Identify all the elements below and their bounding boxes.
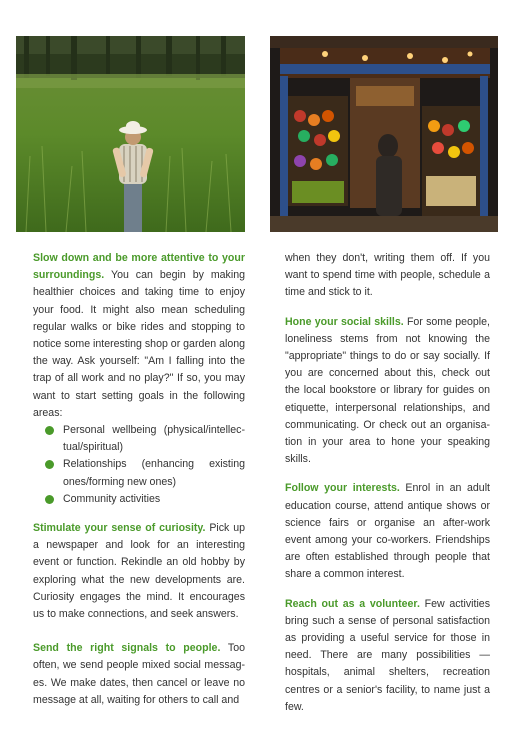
list-item bbox=[45, 456, 245, 490]
paragraph-social-skills bbox=[285, 314, 490, 469]
body-slow-down: You can begin by making healthier choices and taking time to enjoy your food. It might also mean scheduling regular walks or bike rides and stopping to notice some interesting shop or garden along the way. Ask yourself: "Am I falling into the trap of all work and no play?" If so, you may want to start setting goals in the following areas: bbox=[33, 269, 246, 419]
body-signals: Too often, we send people mixed social messages. We make dates, then cancel or leave no message at all, waiting for others to call and bbox=[33, 642, 245, 706]
body-curiosity: Pick up a newspaper and look for an interesting event or function. Rekindle an old hobby by exploring what the new developments are. Curiosity engages the mind. It encourages us to make connections, and seek answers. bbox=[33, 522, 246, 621]
spacer bbox=[285, 584, 490, 596]
bullet-dot-icon bbox=[45, 426, 54, 435]
meadow-photo bbox=[16, 36, 245, 232]
list-item-text: Personal wellbeing (physical/intellectual/spiritual) bbox=[63, 424, 245, 454]
heading-curiosity: Stimulate your sense of curiosity. bbox=[33, 522, 206, 535]
bullet-list bbox=[33, 422, 245, 508]
body-volunteer: Few activities bring such a sense of personal satisfaction as providing a useful service for those in need. There are many possibilities — hospitals, animal shelters, recreation centres or a senior's facility, to name just a few. bbox=[285, 597, 490, 713]
right-column bbox=[285, 250, 490, 716]
paragraph-curiosity bbox=[33, 520, 245, 623]
list-item-text: Relationships (enhancing existing ones/forming new ones) bbox=[63, 458, 245, 488]
paragraph-volunteer bbox=[285, 596, 490, 716]
paragraph-slow-down bbox=[33, 250, 245, 422]
spacer bbox=[285, 468, 490, 480]
list-item-text: Community activities bbox=[63, 492, 161, 505]
list-item bbox=[45, 422, 245, 456]
heading-volunteer: Reach out as a volunteer. bbox=[285, 597, 420, 610]
paragraph-signals bbox=[33, 640, 245, 709]
spacer bbox=[33, 508, 245, 520]
paragraph-signals-continued: when they don't, writing them off. If you want to spend time with people, schedule a time and stick to it. bbox=[285, 252, 490, 299]
paragraph-interests bbox=[285, 480, 490, 583]
heading-signals: Send the right signals to people. bbox=[33, 642, 221, 655]
spacer bbox=[33, 623, 245, 640]
list-item bbox=[45, 491, 245, 508]
heading-social-skills: Hone your social skills. bbox=[285, 315, 404, 328]
left-column bbox=[33, 250, 245, 709]
body-interests: Enrol in an adult education course, attend antique shows or science fairs or organise an after-work event among your co-workers. Friendships are often established through people that share a common interest. bbox=[285, 482, 490, 581]
spacer bbox=[285, 302, 490, 314]
bullet-dot-icon bbox=[45, 495, 54, 504]
bullet-dot-icon bbox=[45, 460, 54, 469]
heading-interests: Follow your interests. bbox=[285, 482, 400, 495]
market-photo bbox=[270, 36, 498, 232]
heading-slow-down: Slow down and be more attentive to your surroundings. bbox=[33, 252, 245, 282]
body-social-skills: For some people, loneliness stems from not knowing the "appropriate" things to do or say socially. If you are concerned about this, check out the local bookstore or library for guides on etiquette, interpersonal relationships, and communicating. Or check out an organisation in your area to hone your speaking skills. bbox=[285, 315, 490, 466]
